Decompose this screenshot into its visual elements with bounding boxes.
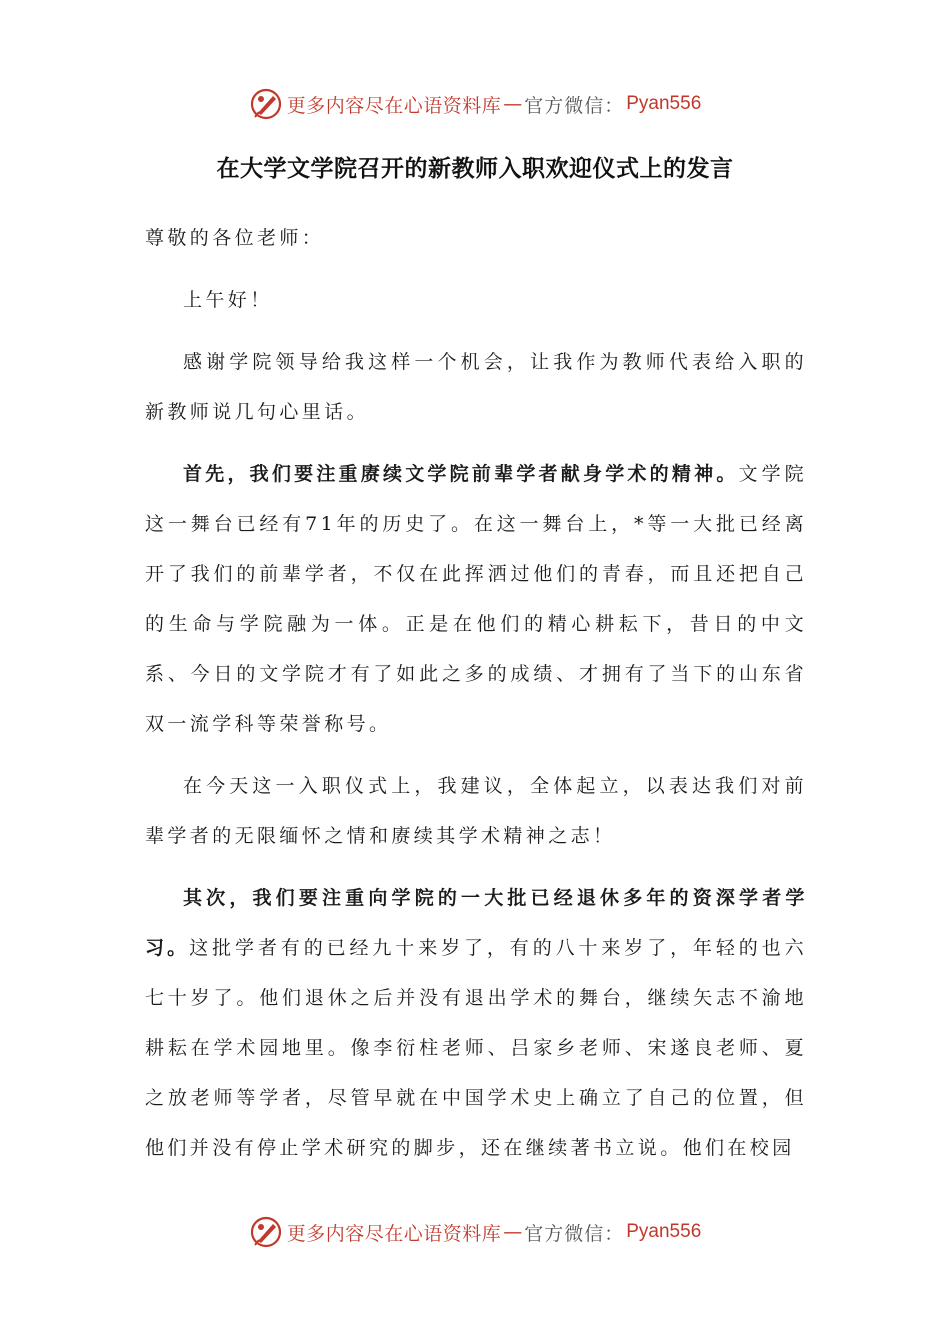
quill-logo-icon	[249, 1215, 283, 1249]
paragraph-2-text: 文学院这一舞台已经有71年的历史了。在这一舞台上，*等一大批已经离开了我们的前辈学者，不仅在此挥洒过他们的青春，而且还把自己的生命与学院融为一体。正是在他们的精心耕耘下，昔日的中文系、今日的文学院才有了如此之多的成绩、才拥有了当下的山东省双一流学科等荣誉称号。	[145, 463, 807, 735]
paragraph-1	[145, 337, 807, 437]
banner-label: 官方微信：	[524, 94, 625, 117]
salutation: 尊敬的各位老师：	[145, 227, 325, 249]
banner-separator: —	[503, 93, 523, 115]
paragraph-1-text: 感谢学院领导给我这样一个机会，让我作为教师代表给入职的新教师说几句心里话。	[145, 351, 807, 423]
header-banner	[0, 84, 950, 124]
paragraph-2	[145, 449, 807, 749]
banner-brand: 更多内容尽在心语资料库	[286, 1222, 502, 1245]
paragraph-3	[145, 761, 807, 861]
banner-separator: —	[503, 1221, 523, 1243]
banner-wechat-id: Pyan556	[626, 1221, 702, 1242]
document-body	[145, 213, 807, 1185]
paragraph-4-text: 这批学者有的已经九十来岁了，有的八十来岁了，年轻的也六七十岁了。他们退休之后并没有退出学术的舞台，继续矢志不渝地耕耘在学术园地里。像李衍柱老师、吕家乡老师、宋遂良老师、夏之放老师等学者，尽管早就在中国学术史上确立了自己的位置，但他们并没有停止学术研究的脚步，还在继续著书立说。他们在校园	[145, 937, 807, 1159]
paragraph-4-lead: 其次，我们要注重向学院的一大批已经退休多年的资深学者学习。	[145, 887, 807, 959]
paragraph-3-text: 在今天这一入职仪式上，我建议，全体起立，以表达我们对前辈学者的无限缅怀之情和赓续其学术精神之志！	[145, 775, 807, 847]
banner-wechat-id: Pyan556	[626, 93, 702, 114]
paragraph-4	[145, 873, 807, 1173]
footer-banner	[0, 1212, 950, 1252]
greeting: 上午好！	[183, 289, 273, 311]
quill-logo-icon	[249, 87, 283, 121]
document-title: 在大学文学院召开的新教师入职欢迎仪式上的发言	[216, 156, 734, 182]
banner-brand: 更多内容尽在心语资料库	[286, 94, 502, 117]
banner-label: 官方微信：	[524, 1222, 625, 1245]
paragraph-2-lead: 首先，我们要注重赓续文学院前辈学者献身学术的精神。	[183, 463, 739, 485]
